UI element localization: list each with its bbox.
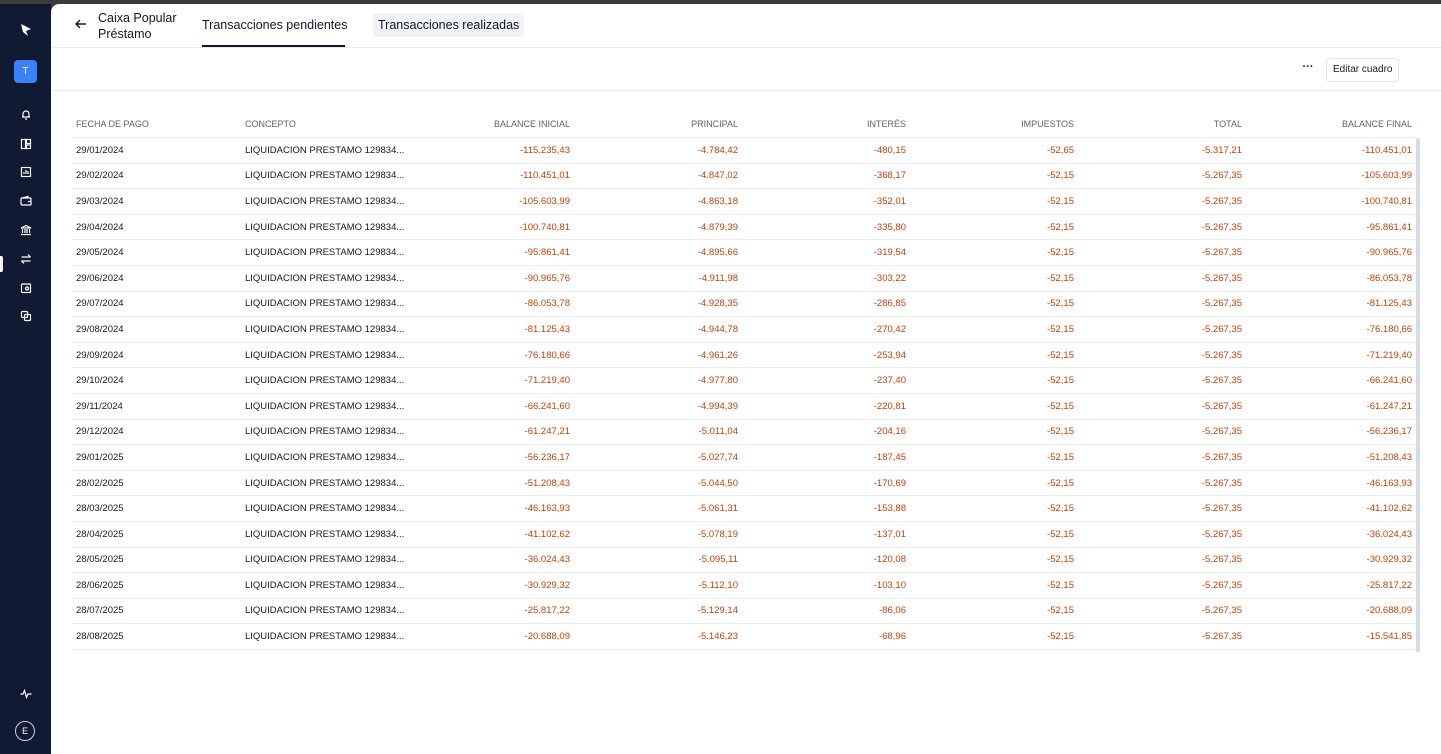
cell-final-balance: -110.451,01 [1242, 138, 1416, 164]
cell-principal: -5.061,31 [570, 496, 738, 522]
table-row[interactable] [72, 189, 1416, 215]
cell-payment-date: 29/10/2024 [72, 368, 241, 394]
arrow-left-icon [73, 16, 89, 32]
cell-interest: -187,45 [738, 445, 906, 471]
table-row[interactable] [72, 496, 1416, 522]
cell-interest: -120,08 [738, 547, 906, 573]
cell-final-balance: -76.180,66 [1242, 317, 1416, 343]
cell-principal: -5.078,19 [570, 521, 738, 547]
cell-initial-balance: -25.817,22 [410, 598, 570, 624]
activity-icon[interactable] [0, 684, 51, 704]
cell-payment-date: 29/01/2025 [72, 445, 241, 471]
cell-interest: -270,42 [738, 317, 906, 343]
cell-concept: LIQUIDACION PRESTAMO 129834... [241, 521, 410, 547]
sidebar [0, 4, 51, 754]
cell-concept: LIQUIDACION PRESTAMO 129834... [241, 573, 410, 599]
transfer-icon[interactable] [0, 249, 51, 269]
cell-total: -5.267,35 [1074, 547, 1242, 573]
cell-principal: -4.911,98 [570, 265, 738, 291]
cell-initial-balance: -71.219,40 [410, 368, 570, 394]
cell-concept: LIQUIDACION PRESTAMO 129834... [241, 317, 410, 343]
cell-interest: -103,10 [738, 573, 906, 599]
cell-interest: -253,94 [738, 342, 906, 368]
cell-payment-date: 28/04/2025 [72, 521, 241, 547]
cell-taxes: -52,15 [906, 445, 1074, 471]
cell-initial-balance: -95.861,41 [410, 240, 570, 266]
column-header-taxes[interactable]: IMPUESTOS [906, 110, 1074, 138]
table-row[interactable] [72, 265, 1416, 291]
cell-principal: -4.961,26 [570, 342, 738, 368]
cell-interest: -335,80 [738, 214, 906, 240]
cell-payment-date: 29/01/2024 [72, 138, 241, 164]
cell-taxes: -52,65 [906, 138, 1074, 164]
cell-final-balance: -61.247,21 [1242, 393, 1416, 419]
cell-final-balance: -66.241,60 [1242, 368, 1416, 394]
back-button[interactable] [73, 16, 89, 32]
table-header-row [72, 110, 1416, 138]
cell-taxes: -52,15 [906, 342, 1074, 368]
cell-total: -5.267,35 [1074, 445, 1242, 471]
cell-payment-date: 28/08/2025 [72, 624, 241, 650]
table-row[interactable] [72, 163, 1416, 189]
cell-concept: LIQUIDACION PRESTAMO 129834... [241, 291, 410, 317]
cell-total: -5.267,35 [1074, 598, 1242, 624]
cell-total: -5.267,35 [1074, 521, 1242, 547]
cell-total: -5.267,35 [1074, 317, 1242, 343]
cell-final-balance: -20.688,09 [1242, 598, 1416, 624]
cell-principal: -5.011,04 [570, 419, 738, 445]
cell-taxes: -52,15 [906, 189, 1074, 215]
cell-concept: LIQUIDACION PRESTAMO 129834... [241, 393, 410, 419]
cell-final-balance: -100.740,81 [1242, 189, 1416, 215]
table-row[interactable] [72, 291, 1416, 317]
cell-final-balance: -51.208,43 [1242, 445, 1416, 471]
cell-final-balance: -25.817,22 [1242, 573, 1416, 599]
account-type: Préstamo [98, 27, 152, 41]
cell-final-balance: -15.541,85 [1242, 624, 1416, 650]
cell-total: -5.267,35 [1074, 573, 1242, 599]
cell-total: -5.267,35 [1074, 189, 1242, 215]
cell-taxes: -52,15 [906, 291, 1074, 317]
cell-taxes: -52,15 [906, 573, 1074, 599]
bell-icon[interactable] [0, 105, 51, 125]
table-row[interactable] [72, 342, 1416, 368]
cell-initial-balance: -51.208,43 [410, 470, 570, 496]
edit-table-button[interactable]: Editar cuadro [1326, 58, 1399, 82]
cell-total: -5.267,35 [1074, 368, 1242, 394]
cell-initial-balance: -30.929,32 [410, 573, 570, 599]
wallet-icon[interactable] [0, 191, 51, 211]
table-row[interactable] [72, 393, 1416, 419]
cell-principal: -4.928,35 [570, 291, 738, 317]
tab-completed-transactions[interactable]: Transacciones realizadas [373, 13, 524, 37]
cell-principal: -4.944,78 [570, 317, 738, 343]
copy-icon[interactable] [0, 306, 51, 326]
cell-final-balance: -71.219,40 [1242, 342, 1416, 368]
cell-payment-date: 28/03/2025 [72, 496, 241, 522]
column-header-principal[interactable]: PRINCIPAL [570, 110, 738, 138]
cell-final-balance: -95.861,41 [1242, 214, 1416, 240]
cell-interest: -286,85 [738, 291, 906, 317]
cell-initial-balance: -20.688,09 [410, 624, 570, 650]
cell-principal: -5.112,10 [570, 573, 738, 599]
cell-concept: LIQUIDACION PRESTAMO 129834... [241, 496, 410, 522]
cell-initial-balance: -36.024,43 [410, 547, 570, 573]
active-tab-underline [202, 45, 345, 47]
cell-taxes: -52,15 [906, 240, 1074, 266]
cell-concept: LIQUIDACION PRESTAMO 129834... [241, 445, 410, 471]
chart-icon[interactable] [0, 162, 51, 182]
table-row[interactable] [72, 624, 1416, 650]
cell-principal: -4.977,80 [570, 368, 738, 394]
cell-taxes: -52,15 [906, 470, 1074, 496]
cell-payment-date: 29/02/2024 [72, 163, 241, 189]
cell-payment-date: 28/06/2025 [72, 573, 241, 599]
cell-interest: -480,15 [738, 138, 906, 164]
cell-concept: LIQUIDACION PRESTAMO 129834... [241, 598, 410, 624]
cell-principal: -4.994,39 [570, 393, 738, 419]
table-scrollbar[interactable] [1416, 138, 1420, 652]
cell-payment-date: 29/07/2024 [72, 291, 241, 317]
cell-payment-date: 29/08/2024 [72, 317, 241, 343]
cell-interest: -319,54 [738, 240, 906, 266]
column-header-total[interactable]: TOTAL [1074, 110, 1242, 138]
cell-taxes: -52,15 [906, 521, 1074, 547]
cell-interest: -303,22 [738, 265, 906, 291]
table-row[interactable] [72, 214, 1416, 240]
cell-total: -5.267,35 [1074, 419, 1242, 445]
cell-interest: -352,01 [738, 189, 906, 215]
table-row[interactable] [72, 419, 1416, 445]
table-row[interactable] [72, 521, 1416, 547]
cell-taxes: -52,15 [906, 317, 1074, 343]
cell-payment-date: 28/02/2025 [72, 470, 241, 496]
dashboard-icon[interactable] [0, 134, 51, 154]
cell-total: -5.317,21 [1074, 138, 1242, 164]
page-header [51, 4, 1441, 48]
main-panel [51, 4, 1441, 754]
cell-total: -5.267,35 [1074, 240, 1242, 266]
cell-payment-date: 28/07/2025 [72, 598, 241, 624]
cell-initial-balance: -41.102,62 [410, 521, 570, 547]
table-row[interactable] [72, 368, 1416, 394]
cell-initial-balance: -86.053,78 [410, 291, 570, 317]
cell-concept: LIQUIDACION PRESTAMO 129834... [241, 470, 410, 496]
cell-final-balance: -41.102,62 [1242, 496, 1416, 522]
column-header-final-balance[interactable]: BALANCE FINAL [1242, 110, 1416, 138]
cell-payment-date: 29/11/2024 [72, 393, 241, 419]
cell-initial-balance: -81.125,43 [410, 317, 570, 343]
table-row[interactable] [72, 573, 1416, 599]
cell-principal: -4.895,66 [570, 240, 738, 266]
cell-taxes: -52,15 [906, 368, 1074, 394]
column-header-interest[interactable]: INTERÉS [738, 110, 906, 138]
cell-initial-balance: -90.965,76 [410, 265, 570, 291]
cell-principal: -4.879,39 [570, 214, 738, 240]
cell-total: -5.267,35 [1074, 342, 1242, 368]
page-title [98, 10, 177, 42]
cell-concept: LIQUIDACION PRESTAMO 129834... [241, 214, 410, 240]
table-row[interactable] [72, 317, 1416, 343]
cell-concept: LIQUIDACION PRESTAMO 129834... [241, 624, 410, 650]
cell-payment-date: 29/09/2024 [72, 342, 241, 368]
cell-principal: -5.044,50 [570, 470, 738, 496]
user-avatar[interactable]: E [15, 721, 35, 741]
cell-taxes: -52,15 [906, 393, 1074, 419]
cell-total: -5.267,35 [1074, 291, 1242, 317]
cell-payment-date: 29/03/2024 [72, 189, 241, 215]
cell-concept: LIQUIDACION PRESTAMO 129834... [241, 138, 410, 164]
column-header-concept[interactable]: CONCEPTO [241, 110, 410, 138]
logo-icon[interactable] [0, 20, 51, 40]
cell-initial-balance: -66.241,60 [410, 393, 570, 419]
cell-total: -5.267,35 [1074, 624, 1242, 650]
cell-concept: LIQUIDACION PRESTAMO 129834... [241, 547, 410, 573]
more-options-button[interactable]: ··· [1302, 61, 1314, 73]
table-row[interactable] [72, 240, 1416, 266]
cell-total: -5.267,35 [1074, 163, 1242, 189]
cell-interest: -237,40 [738, 368, 906, 394]
cell-total: -5.267,35 [1074, 393, 1242, 419]
cell-initial-balance: -100.740,81 [410, 214, 570, 240]
cell-interest: -137,01 [738, 521, 906, 547]
cell-final-balance: -36.024,43 [1242, 521, 1416, 547]
cell-final-balance: -81.125,43 [1242, 291, 1416, 317]
cell-initial-balance: -61.247,21 [410, 419, 570, 445]
cell-taxes: -52,15 [906, 624, 1074, 650]
cell-interest: -170,69 [738, 470, 906, 496]
cell-final-balance: -46.163,93 [1242, 470, 1416, 496]
cell-principal: -4.784,42 [570, 138, 738, 164]
cell-payment-date: 29/06/2024 [72, 265, 241, 291]
cell-initial-balance: -76.180,66 [410, 342, 570, 368]
cell-concept: LIQUIDACION PRESTAMO 129834... [241, 163, 410, 189]
column-header-initial-balance[interactable]: BALANCE INICIAL [410, 110, 570, 138]
cell-initial-balance: -105.603,99 [410, 189, 570, 215]
cell-interest: -68,96 [738, 624, 906, 650]
cell-taxes: -52,15 [906, 598, 1074, 624]
cell-taxes: -52,15 [906, 419, 1074, 445]
table-row[interactable] [72, 138, 1416, 164]
cell-total: -5.267,35 [1074, 214, 1242, 240]
cell-payment-date: 29/04/2024 [72, 214, 241, 240]
column-header-payment-date[interactable]: FECHA DE PAGO [72, 110, 241, 138]
cell-interest: -153,88 [738, 496, 906, 522]
cell-principal: -5.146,23 [570, 624, 738, 650]
cell-initial-balance: -115.235,43 [410, 138, 570, 164]
cell-taxes: -52,15 [906, 163, 1074, 189]
table-row[interactable] [72, 445, 1416, 471]
table-toolbar [51, 48, 1441, 91]
cell-final-balance: -56.236,17 [1242, 419, 1416, 445]
cell-total: -5.267,35 [1074, 265, 1242, 291]
table-body [72, 138, 1416, 650]
cell-concept: LIQUIDACION PRESTAMO 129834... [241, 368, 410, 394]
cell-concept: LIQUIDACION PRESTAMO 129834... [241, 342, 410, 368]
cell-initial-balance: -56.236,17 [410, 445, 570, 471]
cell-final-balance: -90.965,76 [1242, 240, 1416, 266]
cell-final-balance: -30.929,32 [1242, 547, 1416, 573]
bank-icon[interactable] [0, 220, 51, 240]
cell-interest: -204,16 [738, 419, 906, 445]
cell-principal: -4.847,02 [570, 163, 738, 189]
tab-pending-transactions[interactable]: Transacciones pendientes [202, 18, 348, 32]
account-name: Caixa Popular [98, 11, 177, 25]
cell-principal: -4.863,18 [570, 189, 738, 215]
cell-final-balance: -105.603,99 [1242, 163, 1416, 189]
cell-final-balance: -86.053,78 [1242, 265, 1416, 291]
cell-payment-date: 28/05/2025 [72, 547, 241, 573]
cell-total: -5.267,35 [1074, 496, 1242, 522]
cell-total: -5.267,35 [1074, 470, 1242, 496]
cell-principal: -5.095,11 [570, 547, 738, 573]
cell-concept: LIQUIDACION PRESTAMO 129834... [241, 265, 410, 291]
cell-initial-balance: -110.451,01 [410, 163, 570, 189]
cell-interest: -220,81 [738, 393, 906, 419]
cell-principal: -5.027,74 [570, 445, 738, 471]
cell-payment-date: 29/12/2024 [72, 419, 241, 445]
cell-taxes: -52,15 [906, 496, 1074, 522]
cell-payment-date: 29/05/2024 [72, 240, 241, 266]
table-row[interactable] [72, 470, 1416, 496]
cell-interest: -368,17 [738, 163, 906, 189]
table-row[interactable] [72, 598, 1416, 624]
cell-taxes: -52,15 [906, 547, 1074, 573]
cell-initial-balance: -46.163,93 [410, 496, 570, 522]
cell-principal: -5.129,14 [570, 598, 738, 624]
calendar-icon[interactable] [0, 278, 51, 298]
cell-interest: -86,06 [738, 598, 906, 624]
transactions-table [72, 110, 1416, 650]
cell-concept: LIQUIDACION PRESTAMO 129834... [241, 419, 410, 445]
table-row[interactable] [72, 547, 1416, 573]
cell-taxes: -52,15 [906, 265, 1074, 291]
workspace-avatar[interactable]: T [14, 60, 37, 83]
cell-concept: LIQUIDACION PRESTAMO 129834... [241, 240, 410, 266]
cell-concept: LIQUIDACION PRESTAMO 129834... [241, 189, 410, 215]
cell-taxes: -52,15 [906, 214, 1074, 240]
